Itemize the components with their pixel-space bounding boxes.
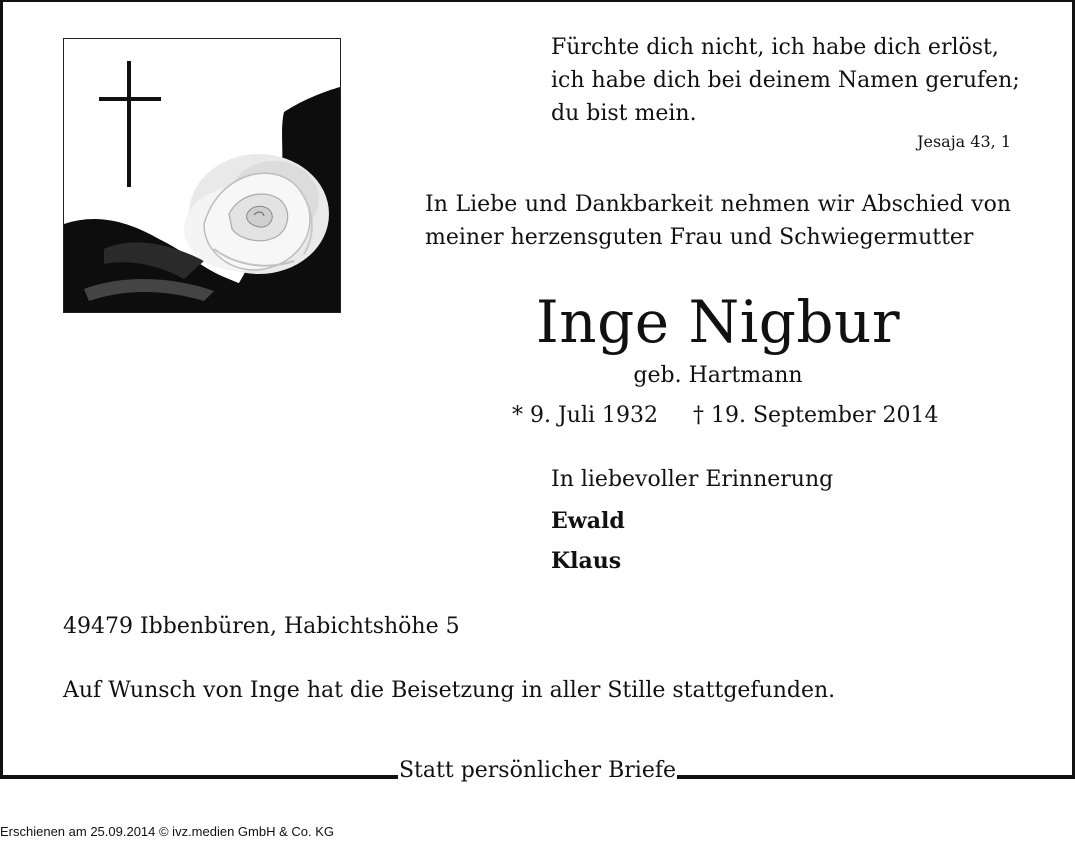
funeral-notice: Auf Wunsch von Inge hat die Beisetzung in aller Stille stattgefunden.	[63, 678, 836, 703]
intro-line: meiner herzensguten Frau und Schwiegermutter	[425, 225, 974, 250]
verse-reference: Jesaja 43, 1	[917, 132, 1011, 151]
publication-footer: Erschienen am 25.09.2014 © ivz.medien GmbH & Co. KG	[0, 824, 335, 839]
frame-bottom-rule-left	[0, 775, 398, 779]
birth-date: * 9. Juli 1932	[512, 403, 659, 428]
verse-line: Fürchte dich nicht, ich habe dich erlöst,	[551, 35, 999, 60]
death-date: † 19. September 2014	[693, 403, 939, 428]
cross-and-rose-image	[63, 38, 341, 313]
frame-bottom-rule-right	[677, 775, 1075, 779]
intro-text	[425, 188, 1011, 254]
memory-line: In liebevoller Erinnerung	[551, 467, 834, 492]
deceased-name: Inge Nigbur	[535, 288, 901, 356]
bible-verse	[551, 31, 1020, 130]
verse-line: ich habe dich bei deinem Namen gerufen;	[551, 68, 1020, 93]
address: 49479 Ibbenbüren, Habichtshöhe 5	[63, 614, 460, 639]
maiden-name: geb. Hartmann	[633, 363, 803, 388]
mourner-name: Klaus	[551, 548, 622, 574]
verse-line: du bist mein.	[551, 101, 697, 126]
bottom-caption: Statt persönlicher Briefe	[398, 758, 677, 783]
mourner-name: Ewald	[551, 508, 625, 534]
intro-line: In Liebe und Dankbarkeit nehmen wir Abschied von	[425, 192, 1011, 217]
